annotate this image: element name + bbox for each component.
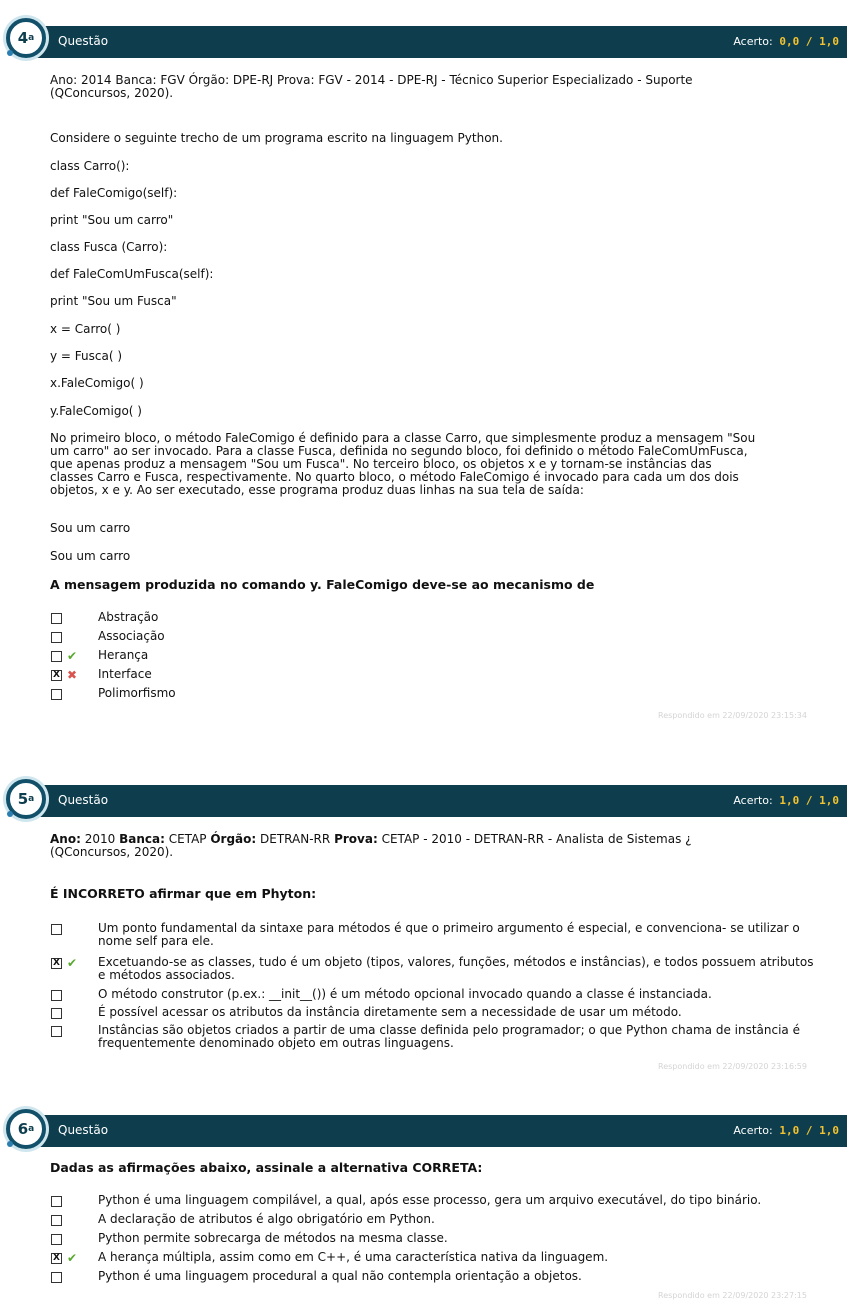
option-label: Instâncias são objetos criados a partir de uma classe definida pelo programador; o que Python chama de instância é frequentemente denominado objeto em outras linguagens. — [98, 1023, 800, 1050]
option-label: A declaração de atributos é algo obrigatório em Python. — [98, 1212, 435, 1226]
q4-option[interactable] — [50, 687, 830, 705]
option-checkbox[interactable] — [51, 689, 62, 700]
option-label: Abstração — [98, 610, 159, 624]
option-checkbox[interactable] — [51, 632, 62, 643]
q4-answered-timestamp: Respondido em 22/09/2020 23:15:34 — [658, 711, 807, 720]
q4-code-line: x = Carro( ) — [50, 322, 121, 336]
q4-number-badge: 4 a — [6, 18, 46, 58]
q6-question: Dadas as afirmações abaixo, assinale a alternativa CORRETA: — [50, 1160, 483, 1175]
option-label: Um ponto fundamental da sintaxe para métodos é que o primeiro argumento é especial, e convenciona- se utilizar o nome self para ele. — [98, 921, 800, 948]
q5-option[interactable] — [50, 1024, 830, 1054]
q5-option[interactable] — [50, 956, 830, 986]
option-label: É possível acessar os atributos da instância diretamente sem a necessidade de usar um método. — [98, 1005, 682, 1019]
option-label: Herança — [98, 648, 149, 662]
q4-option[interactable] — [50, 630, 830, 648]
option-label: Associação — [98, 629, 165, 643]
q4-code-line: class Carro(): — [50, 159, 130, 173]
option-checkbox[interactable] — [51, 990, 62, 1001]
q4-option[interactable] — [50, 611, 830, 629]
option-label: Excetuando-se as classes, tudo é um objeto (tipos, valores, funções, métodos e instâncias), e todos possuem atributos e métodos associados. — [98, 955, 814, 982]
q4-output-line: Sou um carro — [50, 521, 131, 535]
option-label: Python permite sobrecarga de métodos na mesma classe. — [98, 1231, 448, 1245]
q5-option[interactable] — [50, 1006, 830, 1024]
q6-option[interactable] — [50, 1213, 830, 1231]
option-checkbox-checked[interactable]: X — [51, 958, 62, 969]
option-checkbox-checked[interactable]: X — [51, 670, 62, 681]
q4-explanation: No primeiro bloco, o método FaleComigo é definido para a classe Carro, que simplesmente produz a mensagem "Sou um carro" ao ser invocado. Para a classe Fusca, definida no segundo bloco, foi definido o método FaleComUmFusca, que apenas produz a mensagem "Sou um Fusca". No terceiro bloco, os objetos x e y tornam-se instâncias das classes Carro e Fusca, respectivamente. No quarto bloco, o método FaleComigo é invocado para cada um dos dois objetos, x e y. Ao ser executado, esse programa produz duas linhas na sua tela de saída: — [50, 431, 756, 497]
q4-output-line: Sou um carro — [50, 549, 131, 563]
q5-option[interactable] — [50, 988, 830, 1006]
q4-question: A mensagem produzida no comando y. FaleComigo deve-se ao mecanismo de — [50, 577, 595, 592]
correct-check-icon: ✔ — [67, 1251, 78, 1265]
q6-score: Acerto: 1,0 / 1,0 — [733, 1124, 839, 1137]
q6-header — [20, 1115, 847, 1147]
correct-check-icon: ✔ — [67, 649, 78, 663]
q4-code-line: class Fusca (Carro): — [50, 240, 168, 254]
option-label: Python é uma linguagem procedural a qual não contempla orientação a objetos. — [98, 1269, 582, 1283]
option-checkbox[interactable] — [51, 1008, 62, 1019]
option-checkbox[interactable] — [51, 1234, 62, 1245]
option-label: A herança múltipla, assim como em C++, é uma característica nativa da linguagem. — [98, 1250, 609, 1264]
option-label: O método construtor (p.ex.: __init__()) é um método opcional invocado quando a classe é instanciada. — [98, 987, 712, 1001]
q5-title: Questão — [58, 793, 109, 807]
q5-score: Acerto: 1,0 / 1,0 — [733, 794, 839, 807]
q6-title: Questão — [58, 1123, 109, 1137]
q5-meta: Ano: 2010 Banca: CETAP Órgão: DETRAN-RR Prova: CETAP - 2010 - DETRAN-RR - Analista de Sistemas ¿ (QConcursos, 2020). — [50, 832, 692, 859]
q5-header — [20, 785, 847, 817]
q5-number-badge: 5 a — [6, 779, 46, 819]
q4-code-line: y.FaleComigo( ) — [50, 404, 142, 418]
option-checkbox[interactable] — [51, 1272, 62, 1283]
q4-code-line: def FaleComUmFusca(self): — [50, 267, 214, 281]
q4-option[interactable] — [50, 668, 830, 686]
q4-option[interactable] — [50, 649, 830, 667]
q4-code-line: print "Sou um Fusca" — [50, 294, 177, 308]
option-checkbox[interactable] — [51, 1026, 62, 1037]
q4-title: Questão — [58, 34, 109, 48]
wrong-x-icon: ✖ — [67, 668, 78, 682]
q4-code-line: x.FaleComigo( ) — [50, 376, 144, 390]
q4-meta: Ano: 2014 Banca: FGV Órgão: DPE-RJ Prova: FGV - 2014 - DPE-RJ - Técnico Superior Especializado - Suporte (QConcursos, 2020). — [50, 73, 693, 100]
q4-code-line: y = Fusca( ) — [50, 349, 123, 363]
q4-score: Acerto: 0,0 / 1,0 — [733, 35, 839, 48]
q5-answered-timestamp: Respondido em 22/09/2020 23:16:59 — [658, 1062, 807, 1071]
q6-option[interactable] — [50, 1194, 830, 1212]
option-checkbox[interactable] — [51, 651, 62, 662]
option-checkbox[interactable] — [51, 924, 62, 935]
correct-check-icon: ✔ — [67, 956, 78, 970]
q5-option[interactable] — [50, 922, 830, 952]
option-checkbox-checked[interactable]: X — [51, 1253, 62, 1264]
q4-code-line: print "Sou um carro" — [50, 213, 174, 227]
q6-option[interactable] — [50, 1232, 830, 1250]
option-checkbox[interactable] — [51, 613, 62, 624]
q4-header — [20, 26, 847, 58]
q6-option[interactable] — [50, 1270, 830, 1288]
q4-code-line: def FaleComigo(self): — [50, 186, 178, 200]
q6-number-badge: 6 a — [6, 1109, 46, 1149]
option-label: Interface — [98, 667, 152, 681]
q6-answered-timestamp: Respondido em 22/09/2020 23:27:15 — [658, 1291, 807, 1300]
option-label: Python é uma linguagem compilável, a qual, após esse processo, gera um arquivo executável, do tipo binário. — [98, 1193, 762, 1207]
q4-intro: Considere o seguinte trecho de um programa escrito na linguagem Python. — [50, 131, 503, 145]
option-checkbox[interactable] — [51, 1215, 62, 1226]
option-checkbox[interactable] — [51, 1196, 62, 1207]
q5-question: É INCORRETO afirmar que em Phyton: — [50, 886, 317, 901]
option-label: Polimorfismo — [98, 686, 176, 700]
q6-option[interactable] — [50, 1251, 830, 1269]
